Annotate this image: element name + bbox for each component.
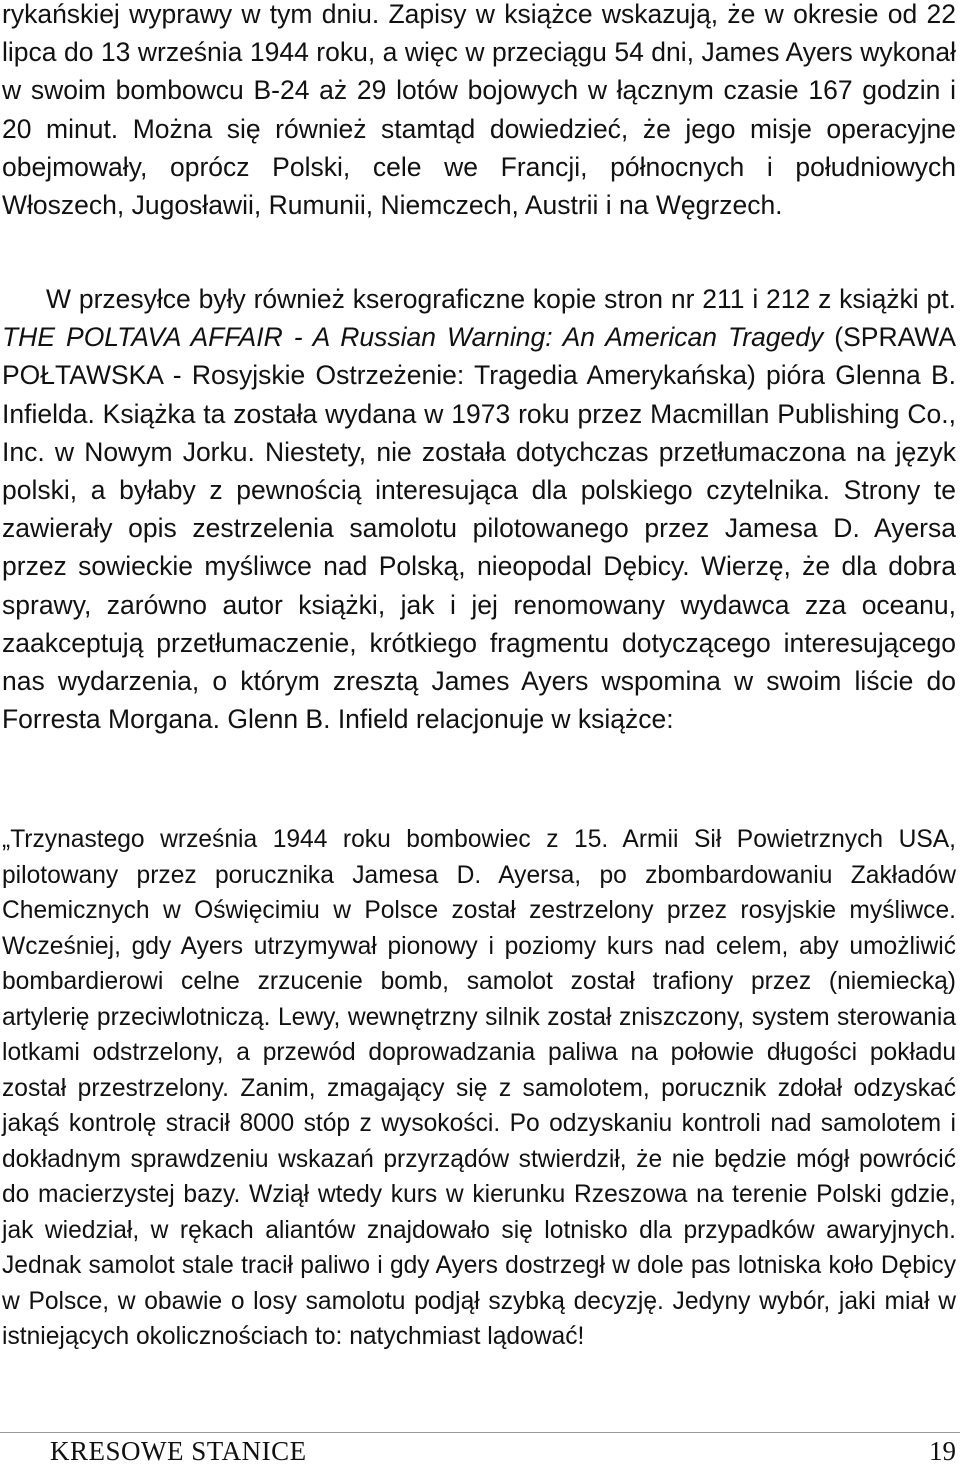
body-paragraph-1: rykańskiej wyprawy w tym dniu. Zapisy w książce wskazują, że w okresie od 22 lipca do 13 września 1944 roku, a więc w przeciągu 54 dni, James Ayers wykonał w swoim bombowcu B-24 aż 29 lotów bojowych w łącznym czasie 167 godzin i 20 minut. Można się również stamtąd dowiedzieć, że jego misje operacyjne obejmowały, oprócz Polski, cele we Francji, północnych i południowych Włoszech, Jugosławii, Rumunii, Niemczech, Austrii i na Węgrzech. — [2, 0, 956, 221]
paragraph-2-body: (SPRAWA POŁTAWSKA - Rosyjskie Ostrzeżenie: Tragedia Amerykańska) pióra Glenna B. Infielda. Książka ta została wydana w 1973 roku przez Macmillan Publishing Co., Inc. w Nowym Jorku. Niestety, nie została dotychczas przetłumaczona na język polski, a byłaby z pewnością interesująca dla polskiego czytelnika. Strony te zawierały opis zestrzelenia samolotu pilotowanego przez Jamesa D. Ayersa przez sowieckie myśliwce nad Polską, nieopodal Dębicy. Wierzę, że dla dobra sprawy, zarówno autor książki, jak i jej renomowany wydawca zza oceanu, zaakceptują przetłumaczenie, krótkiego fragmentu dotyczącego interesującego nas wydarzenia, o którym zresztą James Ayers wspomina w swoim liście do Forresta Morgana. Glenn B. Infield relacjonuje w książce: — [2, 322, 957, 735]
quote-paragraph: „Trzynastego września 1944 roku bombowiec z 15. Armii Sił Powietrznych USA, pilotowany przez porucznika Jamesa D. Ayersa, po zbombardowaniu Zakładów Chemicznych w Oświęcimiu w Polsce został zestrzelony przez rosyjskie myśliwce. Wcześniej, gdy Ayers utrzymywał pionowy i poziomy kurs nad celem, aby umożliwić bombardierowi celne zrzucenie bomb, samolot został trafiony przez (niemiecką) artylerię przeciwlotniczą. Lewy, wewnętrzny silnik został zniszczony, system sterowania lotkami odstrzelony, a przewód doprowadzania paliwa na połowie długości pokładu został przestrzelony. Zanim, zmagający się z samolotem, porucznik zdołał odzyskać jakąś kontrolę stracił 8000 stóp z wysokości. Po odzyskaniu kontroli nad samolotem i dokładnym sprawdzeniu wskazań przyrządów stwierdził, że nie będzie mógł powrócić do macierzystej bazy. Wziął wtedy kurs w kierunku Rzeszowa na terenie Polski gdzie, jak wiedział, w rękach aliantów znajdowało się lotnisko dla przypadków awaryjnych. Jednak samolot stale tracił paliwo i gdy Ayers dostrzegł w dole pas lotniska koło Dębicy w Polsce, w obawie o losy samolotu podjął szybką decyzję. Jedyny wybór, jaki miał w istniejących okolicznościach to: natychmiast lądować! — [2, 826, 956, 1350]
body-paragraph-2 — [2, 280, 956, 738]
book-title: THE POLTAVA AFFAIR - A Russian Warning: An American Tragedy — [2, 322, 824, 353]
page-footer — [0, 1432, 960, 1470]
page-number: 19 — [929, 1436, 956, 1466]
footer-title: KRESOWE STANICE — [50, 1436, 307, 1466]
footer-rule — [0, 1432, 960, 1433]
paragraph-2-intro: W przesyłce były również kserograficzne kopie stron nr 211 i 212 z książki pt. — [46, 284, 956, 314]
